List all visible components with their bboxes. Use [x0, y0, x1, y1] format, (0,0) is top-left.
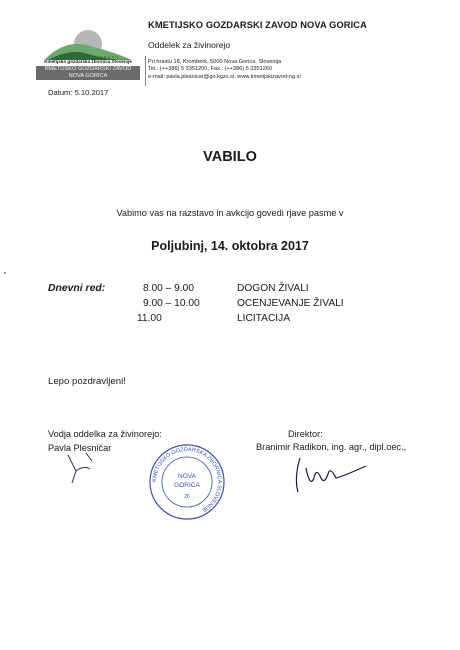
organization-name: KMETIJSKO GOZDARSKI ZAVOD NOVA GORICA	[148, 20, 367, 30]
agenda-time: 8.00 – 9.00	[143, 283, 194, 294]
official-stamp	[148, 443, 226, 521]
email-line: e-mail: pavla.plesnicar@go.kgzs.si, www.kmetijskizavod-ng.si	[148, 73, 301, 80]
agenda-activity: LICITACIJA	[237, 313, 291, 324]
agenda-time: 11.00	[137, 313, 162, 324]
greeting: Lepo pozdravljeni!	[48, 376, 126, 387]
venue-date: Poljubinj, 14. oktobra 2017	[151, 239, 309, 253]
department-name: Oddelek za živinorejo	[148, 40, 231, 50]
contact-block	[148, 59, 301, 81]
right-signature-icon	[270, 448, 380, 496]
header-divider	[145, 56, 146, 86]
address-line: Pri hrastu 18, Kromberk, 5000 Nova Gorica, Slovenija	[148, 59, 282, 65]
logo-caption: Kmetijsko gozdarska zbornica Slovenije	[44, 59, 132, 64]
logo-bar-line2: NOVA GORICA	[68, 73, 108, 79]
right-signatory-name: Branimir Radikon, ing. agr., dipl.oec.,	[256, 442, 407, 452]
stamp-ring-text: KMETIJSKO GOZDARSKA ZBORNICA SLOVENIJE	[151, 446, 223, 513]
document-date: Datum: 5.10.2017	[48, 88, 109, 97]
left-signature-icon	[62, 449, 102, 489]
left-signatory-role: Vodja oddelka za živinorejo:	[48, 429, 162, 439]
agenda-label: Dnevni red:	[48, 283, 106, 294]
agenda-time: 9.00 – 10.00	[143, 298, 200, 309]
left-signatory-name: Pavla Plesničar	[48, 443, 112, 453]
stamp-center-line1: NOVA	[178, 473, 196, 480]
margin-speck	[4, 272, 6, 274]
stamp-number: 26	[184, 494, 190, 500]
page-title: VABILO	[203, 149, 257, 165]
phone-line: Tel.: (++386) 5 3351200, Fax.: (++386) 5 3351260	[148, 66, 273, 73]
agenda-activity: DOGON ŽIVALI	[237, 283, 309, 294]
agenda-activity: OCENJEVANJE ŽIVALI	[237, 298, 344, 309]
logo-bar-line1: KMETIJSKO GOZDARSKI ZAVOD	[44, 66, 132, 72]
right-signatory-role: Direktor:	[288, 429, 323, 439]
logo-bar	[36, 66, 140, 80]
stamp-center-line2: GORICA	[174, 482, 200, 489]
invitation-text: Vabimo vas na razstavo in avkcijo govedi rjave pasme v	[116, 208, 344, 218]
